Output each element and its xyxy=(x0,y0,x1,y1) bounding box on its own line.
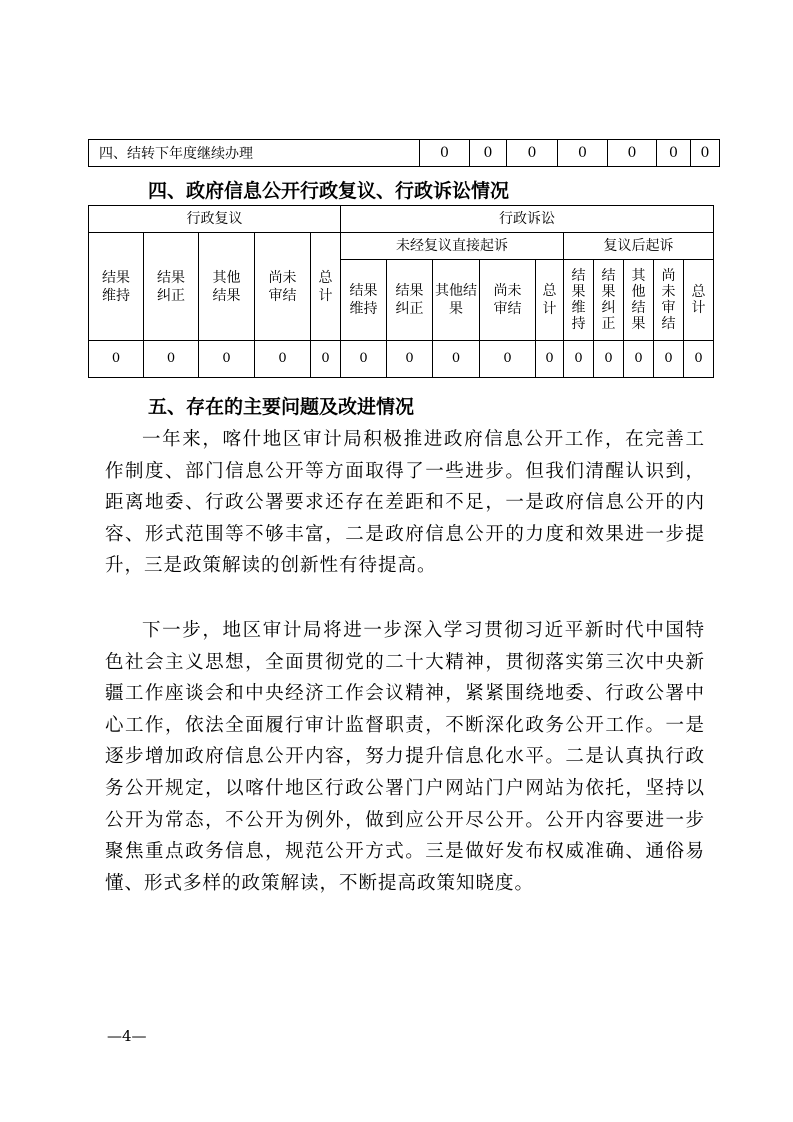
table-cell: 0 xyxy=(594,341,624,378)
column-header: 结果 纠正 xyxy=(144,233,199,341)
table-cell: 0 xyxy=(608,140,657,167)
carry-over-row-table xyxy=(88,139,720,167)
table-row xyxy=(89,341,714,378)
column-header: 结果 维持 xyxy=(341,260,387,341)
table-cell xyxy=(624,260,654,341)
section-heading: 四、政府信息公开行政复议、行政诉讼情况 xyxy=(148,180,510,202)
column-header: 其他结果 xyxy=(631,267,646,332)
table-cell: 0 xyxy=(387,341,433,378)
column-header: 尚未审结 xyxy=(661,267,676,332)
table-cell: 0 xyxy=(691,140,720,167)
body-paragraph: 一年来，喀什地区审计局积极推进政府信息公开工作，在完善工作制度、部门信息公开等方面取得了一些进步。但我们清醒认识到，距离地委、行政公署要求还存在差距和不足，一是政府信息公开的内容、形式范围等不够丰富，二是政府信息公开的力度和效果进一步提升，三是政策解读的创新性有待提高。 xyxy=(105,429,705,577)
table-cell: 0 xyxy=(654,341,684,378)
body-paragraph: 下一步，地区审计局将进一步深入学习贯彻习近平新时代中国特色社会主义思想，全面贯彻党的二十大精神，贯彻落实第三次中央新疆工作座谈会和中央经济工作会议精神，紧紧围绕地委、行政公署中心工作，依法全面履行审计监督职责，不断深化政务公开工作。一是逐步增加政府信息公开内容，努力提升信息化水平。二是认真执行政务公开规定，以喀什地区行政公署门户网站门户网站为依托，坚持以公开为常态，不公开为例外，做到应公开尽公开。公开内容要进一步聚焦重点政务信息，规范公开方式。三是做好发布权威准确、通俗易懂、形式多样的政策解读，不断提高政策知晓度。 xyxy=(105,620,705,894)
direct-suit-header: 未经复议直接起诉 xyxy=(341,233,564,260)
table-cell: 0 xyxy=(341,341,387,378)
column-header: 其他 结果 xyxy=(199,233,255,341)
table-cell: 0 xyxy=(536,341,564,378)
table-cell: 0 xyxy=(144,341,199,378)
carry-over-label: 四、结转下年度继续办理 xyxy=(89,140,420,167)
table-cell: 0 xyxy=(255,341,311,378)
table-cell xyxy=(594,260,624,341)
table-row xyxy=(89,206,714,233)
after-review-header: 复议后起诉 xyxy=(564,233,714,260)
table-cell xyxy=(564,260,594,341)
table-cell: 0 xyxy=(89,341,144,378)
column-header: 结果 纠正 xyxy=(387,260,433,341)
column-header: 结果 维持 xyxy=(89,233,144,341)
table-cell: 0 xyxy=(311,341,341,378)
table-cell: 0 xyxy=(470,140,507,167)
column-header: 其他结果 xyxy=(433,260,480,341)
table-row xyxy=(89,233,714,260)
table-cell: 0 xyxy=(199,341,255,378)
column-header: 结果纠正 xyxy=(601,267,616,332)
table-row xyxy=(89,140,720,167)
table-cell: 0 xyxy=(684,341,714,378)
table-cell: 0 xyxy=(657,140,691,167)
table-cell xyxy=(684,260,714,341)
column-header: 结果维持 xyxy=(571,267,586,332)
review-litigation-table-main xyxy=(88,205,714,378)
admin-review-header: 行政复议 xyxy=(89,206,341,233)
section-heading: 五、存在的主要问题及改进情况 xyxy=(148,396,415,418)
table-cell: 0 xyxy=(480,341,536,378)
column-header: 总 计 xyxy=(311,233,341,341)
table-cell: 0 xyxy=(507,140,558,167)
column-header: 总 计 xyxy=(536,260,564,341)
column-header: 总计 xyxy=(691,283,706,316)
page-number: —4— xyxy=(107,1027,147,1045)
table-cell: 0 xyxy=(420,140,470,167)
table-cell: 0 xyxy=(558,140,608,167)
column-header: 尚未 审结 xyxy=(255,233,311,341)
table-cell xyxy=(654,260,684,341)
table-cell: 0 xyxy=(433,341,480,378)
admin-litigation-header: 行政诉讼 xyxy=(341,206,714,233)
table-cell: 0 xyxy=(564,341,594,378)
column-header: 尚未 审结 xyxy=(480,260,536,341)
table-cell: 0 xyxy=(624,341,654,378)
